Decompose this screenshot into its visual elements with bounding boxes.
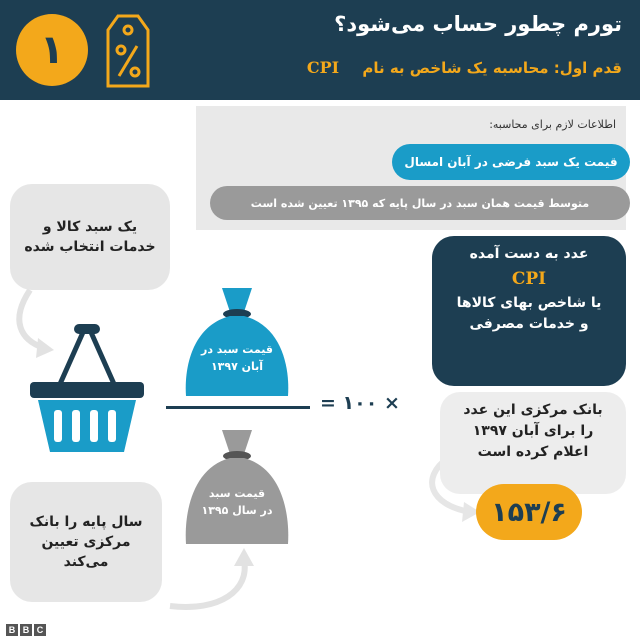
- result-line2: یا شاخص بهای کالاها: [456, 295, 602, 311]
- numerator-label-line2: آبان ۱۳۹۷: [210, 359, 264, 373]
- base-year-note-bubble: سال پایه را بانک مرکزی تعیین می‌کند: [10, 482, 162, 602]
- bbc-logo-letter-2: B: [20, 624, 32, 636]
- announcement-line3: اعلام کرده است: [477, 444, 589, 460]
- step-number-badge: ۱: [16, 14, 88, 86]
- bbc-logo: [6, 624, 46, 636]
- cpi-value-badge: ۱۵۳/۶: [476, 484, 582, 540]
- bbc-logo-letter-1: B: [6, 624, 18, 636]
- fraction-divider: [166, 406, 310, 409]
- denominator-label-line2: در سال ۱۳۹۵: [201, 503, 273, 517]
- announcement-bubble: [440, 392, 626, 494]
- info-item-base-price: متوسط قیمت همان سبد در سال پایه که ۱۳۹۵ تعیین شده است: [210, 186, 630, 220]
- subtitle-acronym: CPI: [306, 58, 340, 77]
- result-line1: عدد به دست آمده: [469, 246, 589, 262]
- numerator-label: [184, 342, 290, 375]
- denominator-label-line1: قیمت سبد: [208, 487, 266, 500]
- bbc-logo-letter-3: C: [34, 624, 46, 636]
- numerator-label-line1: قیمت سبد در: [200, 343, 273, 356]
- money-bag-base-icon: [182, 424, 292, 546]
- percent-price-tag-icon: [104, 12, 152, 90]
- formula-multiplier: × ۱۰۰ =: [320, 392, 400, 414]
- denominator-label: [184, 486, 290, 519]
- page-title: تورم چطور حساب می‌شود؟: [334, 12, 622, 36]
- result-line3: و خدمات مصرفی: [469, 316, 589, 332]
- money-bag-current-icon: [182, 282, 292, 398]
- result-box: [432, 236, 626, 386]
- arrow-base-year-head: [234, 548, 254, 566]
- subtitle-text: قدم اول: محاسبه یک شاخص به نام: [362, 59, 622, 77]
- announcement-line2: را برای آبان ۱۳۹۷: [472, 423, 594, 439]
- page-subtitle: [307, 58, 622, 77]
- info-item-current-price: قیمت یک سبد فرضی در آبان امسال: [392, 144, 630, 180]
- shopping-basket-icon: [26, 318, 148, 462]
- result-acronym: CPI: [511, 269, 547, 289]
- info-title: اطلاعات لازم برای محاسبه:: [489, 118, 616, 131]
- basket-note-bubble: یک سبد کالا و خدمات انتخاب شده: [10, 184, 170, 290]
- announcement-line1: بانک مرکزی این عدد: [463, 402, 603, 418]
- arrow-base-year: [170, 560, 245, 607]
- header-bar: [0, 0, 640, 100]
